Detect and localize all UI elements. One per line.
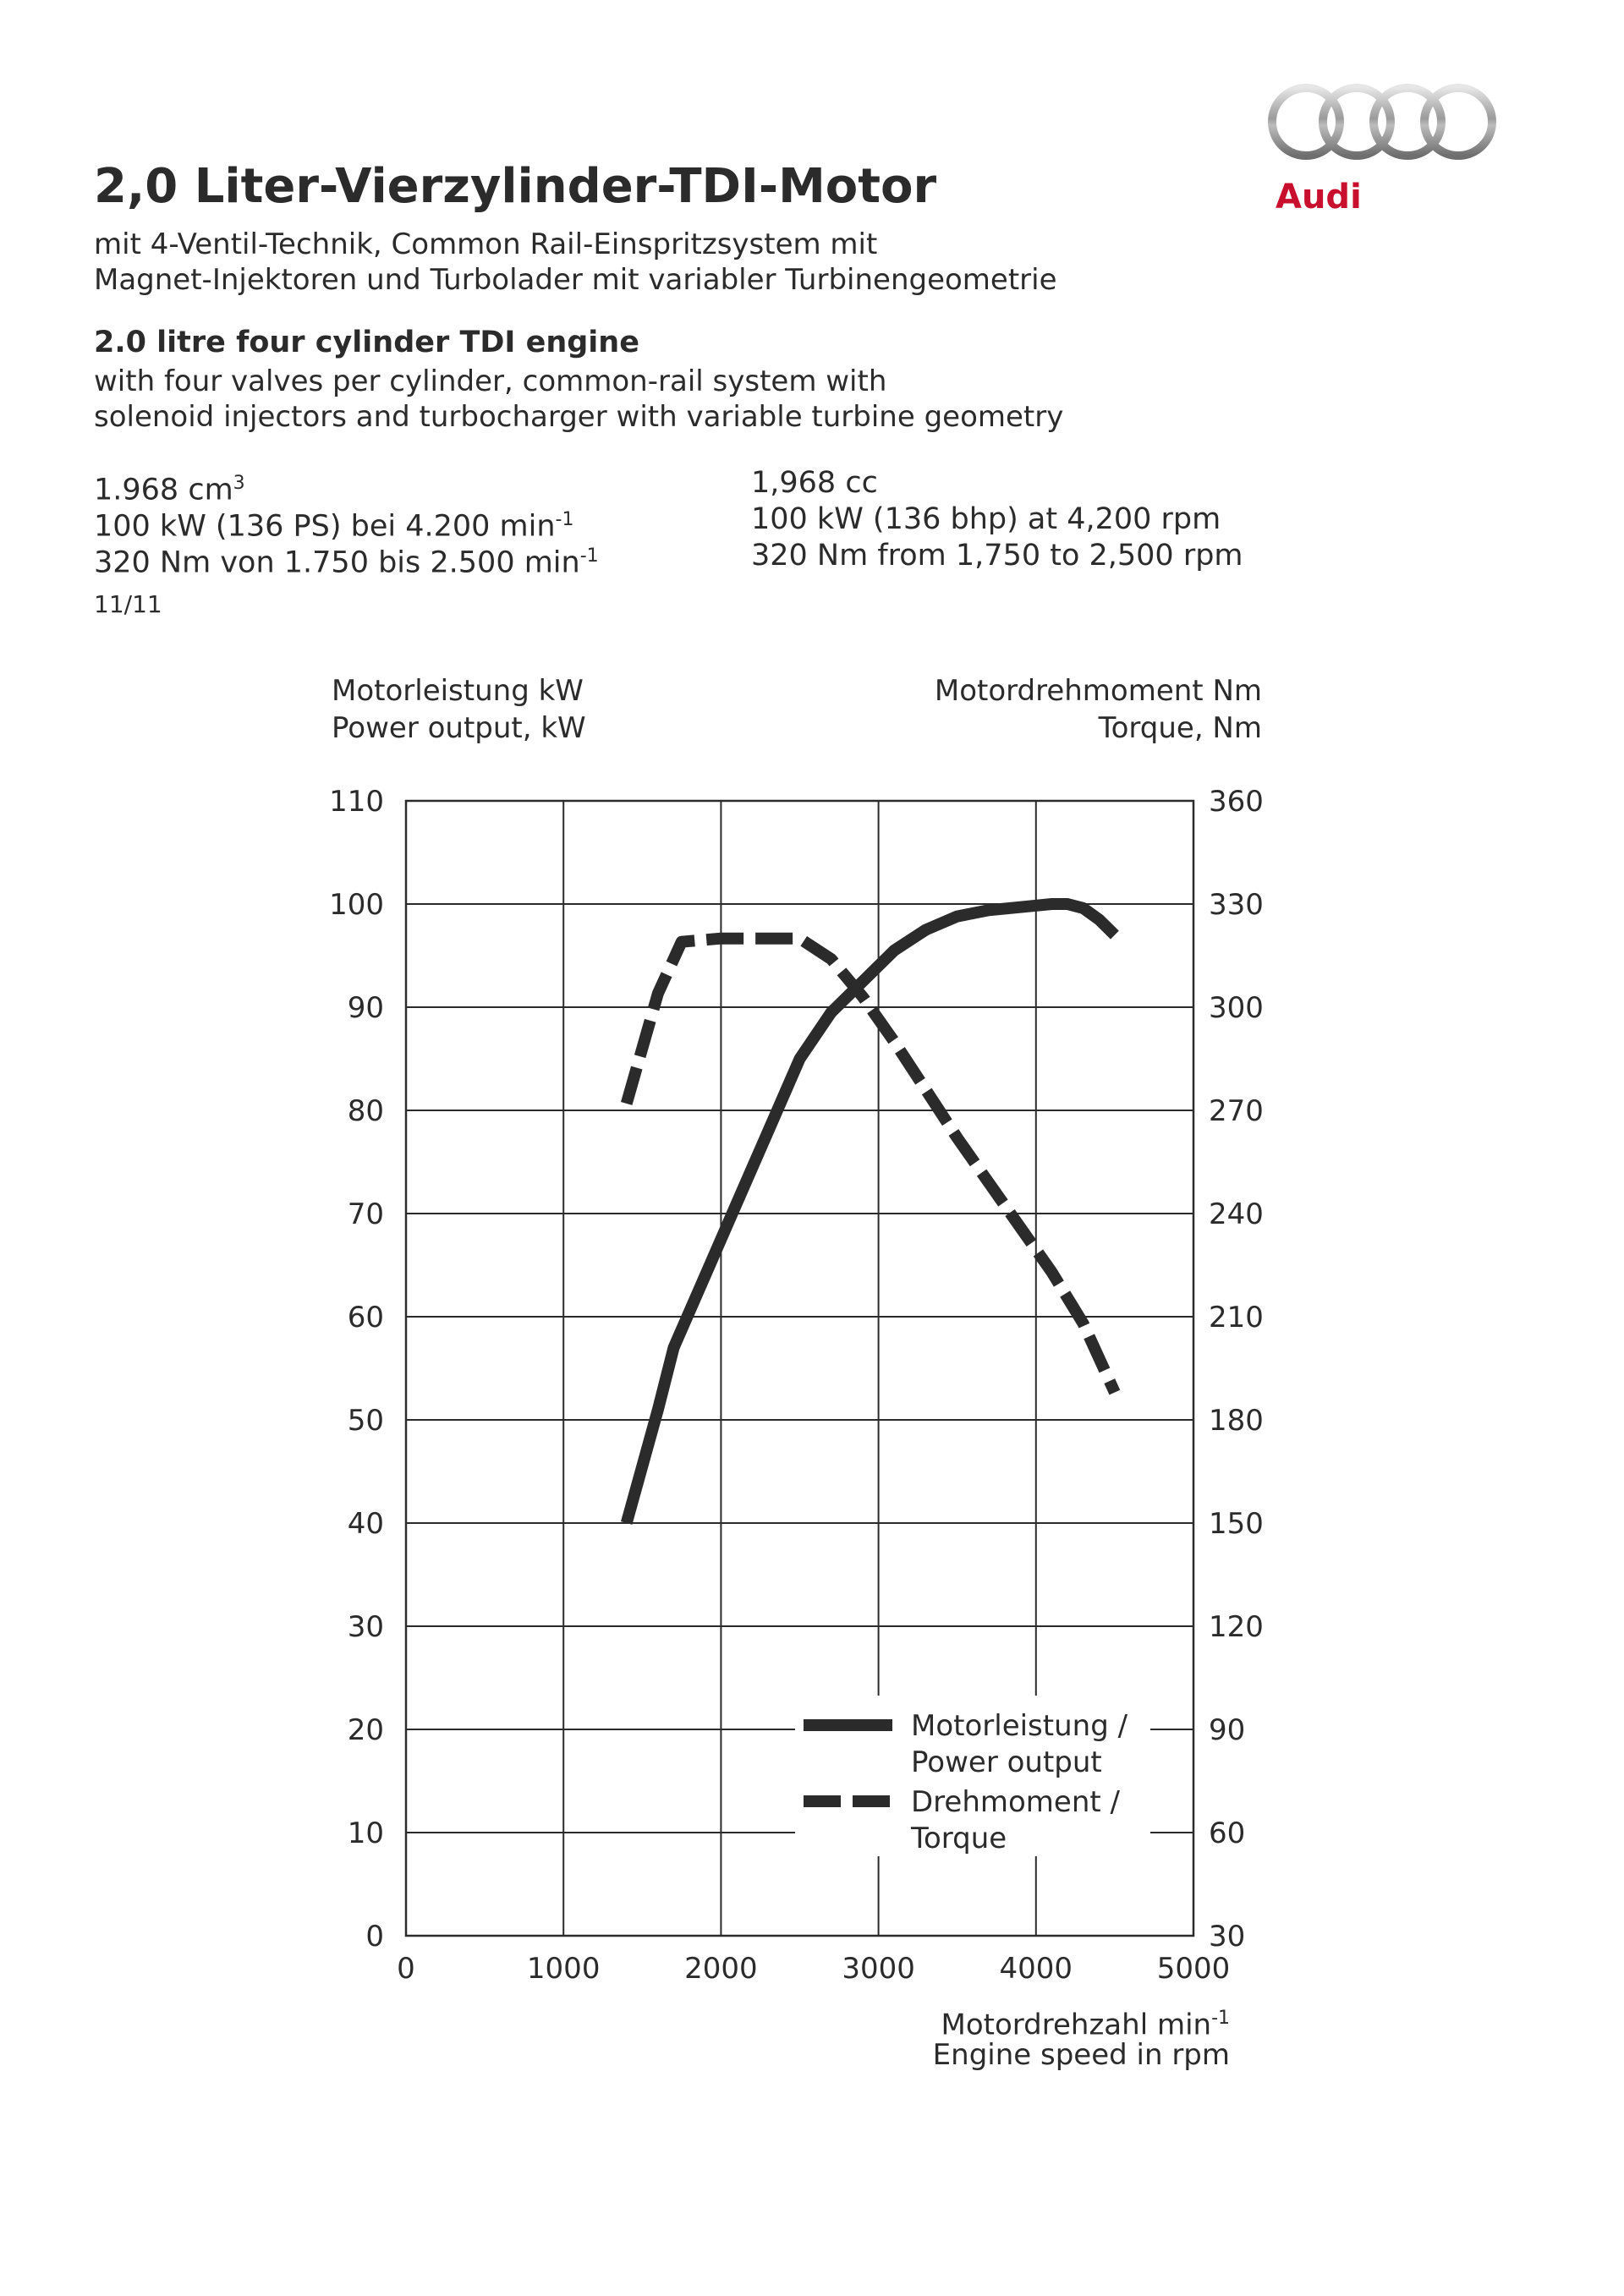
x-tick-label: 5000 xyxy=(1156,1952,1231,1986)
y-right-tick-label: 270 xyxy=(1209,1094,1264,1128)
document-date: 11/11 xyxy=(94,590,162,618)
y-right-tick-label: 240 xyxy=(1209,1197,1264,1231)
y-left-tick-label: 110 xyxy=(329,785,384,819)
y-left-tick-label: 50 xyxy=(347,1404,384,1438)
spec-de-power: 100 kW (136 PS) bei 4.200 $\min^{-1}$ xyxy=(94,509,574,544)
x-tick-label: 0 xyxy=(397,1952,415,1986)
legend-label: Power output xyxy=(911,1745,1102,1779)
spec-de-displacement: 1.968 $cm^3$ xyxy=(94,473,245,507)
left-axis-label-2: Power output, kW xyxy=(332,711,586,745)
y-left-tick-label: 80 xyxy=(347,1094,384,1128)
y-right-tick-label: 330 xyxy=(1209,888,1264,922)
y-left-tick-label: 70 xyxy=(347,1197,384,1231)
x-tick-label: 4000 xyxy=(999,1952,1073,1986)
y-left-tick-label: 40 xyxy=(347,1507,384,1541)
subtitle-en-line-2: solenoid injectors and turbocharger with variable turbine geometry xyxy=(94,400,1064,434)
spec-de-torque: 320 Nm von 1.750 bis 2.500 $\min^{-1}$ xyxy=(94,545,599,580)
y-right-tick-label: 150 xyxy=(1209,1507,1264,1541)
y-right-tick-label: 30 xyxy=(1209,1920,1246,1954)
y-left-tick-label: 0 xyxy=(365,1920,384,1954)
x-tick-label: 3000 xyxy=(842,1952,915,1986)
spec-en-torque: 320 Nm from 1,750 to 2,500 rpm xyxy=(751,539,1243,573)
x-axis-label-1: Motordrehzahl $\min^{-1}$ xyxy=(941,2008,1230,2042)
subtitle-de-line-1: mit 4-Ventil-Technik, Common Rail-Einspritzsystem mit xyxy=(94,227,878,261)
title-en: 2.0 litre four cylinder TDI engine xyxy=(94,326,639,359)
spec-en-power: 100 kW (136 bhp) at 4,200 rpm xyxy=(751,502,1221,536)
page-title: 2,0 Liter-Vierzylinder-TDI-Motor xyxy=(94,159,937,214)
subtitle-de-line-2: Magnet-Injektoren und Turbolader mit variabler Turbinengeometrie xyxy=(94,263,1057,297)
x-tick-label: 2000 xyxy=(684,1952,758,1986)
y-right-tick-label: 210 xyxy=(1209,1301,1264,1334)
legend-label: Torque xyxy=(911,1822,1007,1855)
y-left-tick-label: 100 xyxy=(329,888,384,922)
subtitle-en-line-1: with four valves per cylinder, common-rail system with xyxy=(94,364,887,398)
y-right-tick-label: 180 xyxy=(1209,1404,1264,1438)
right-axis-label-2: Torque, Nm xyxy=(1098,711,1262,745)
x-tick-label: 1000 xyxy=(526,1952,601,1986)
audi-wordmark: Audi xyxy=(1276,178,1362,216)
y-left-tick-label: 60 xyxy=(347,1301,384,1334)
x-axis-label-2: Engine speed in rpm xyxy=(932,2038,1230,2072)
y-right-tick-label: 120 xyxy=(1209,1610,1264,1644)
y-right-tick-label: 360 xyxy=(1209,785,1264,819)
y-left-tick-label: 30 xyxy=(347,1610,384,1644)
y-right-tick-label: 300 xyxy=(1209,991,1264,1025)
legend-label: Motorleistung / xyxy=(911,1709,1128,1743)
y-right-tick-label: 90 xyxy=(1209,1713,1246,1747)
y-left-tick-label: 20 xyxy=(347,1713,384,1747)
y-left-tick-label: 90 xyxy=(347,991,384,1025)
legend-label: Drehmoment / xyxy=(911,1785,1120,1819)
right-axis-label-1: Motordrehmoment Nm xyxy=(934,674,1262,708)
y-right-tick-label: 60 xyxy=(1209,1817,1246,1850)
y-left-tick-label: 10 xyxy=(347,1817,384,1850)
spec-en-displacement: 1,968 cc xyxy=(751,466,878,500)
left-axis-label-1: Motorleistung kW xyxy=(332,674,584,708)
